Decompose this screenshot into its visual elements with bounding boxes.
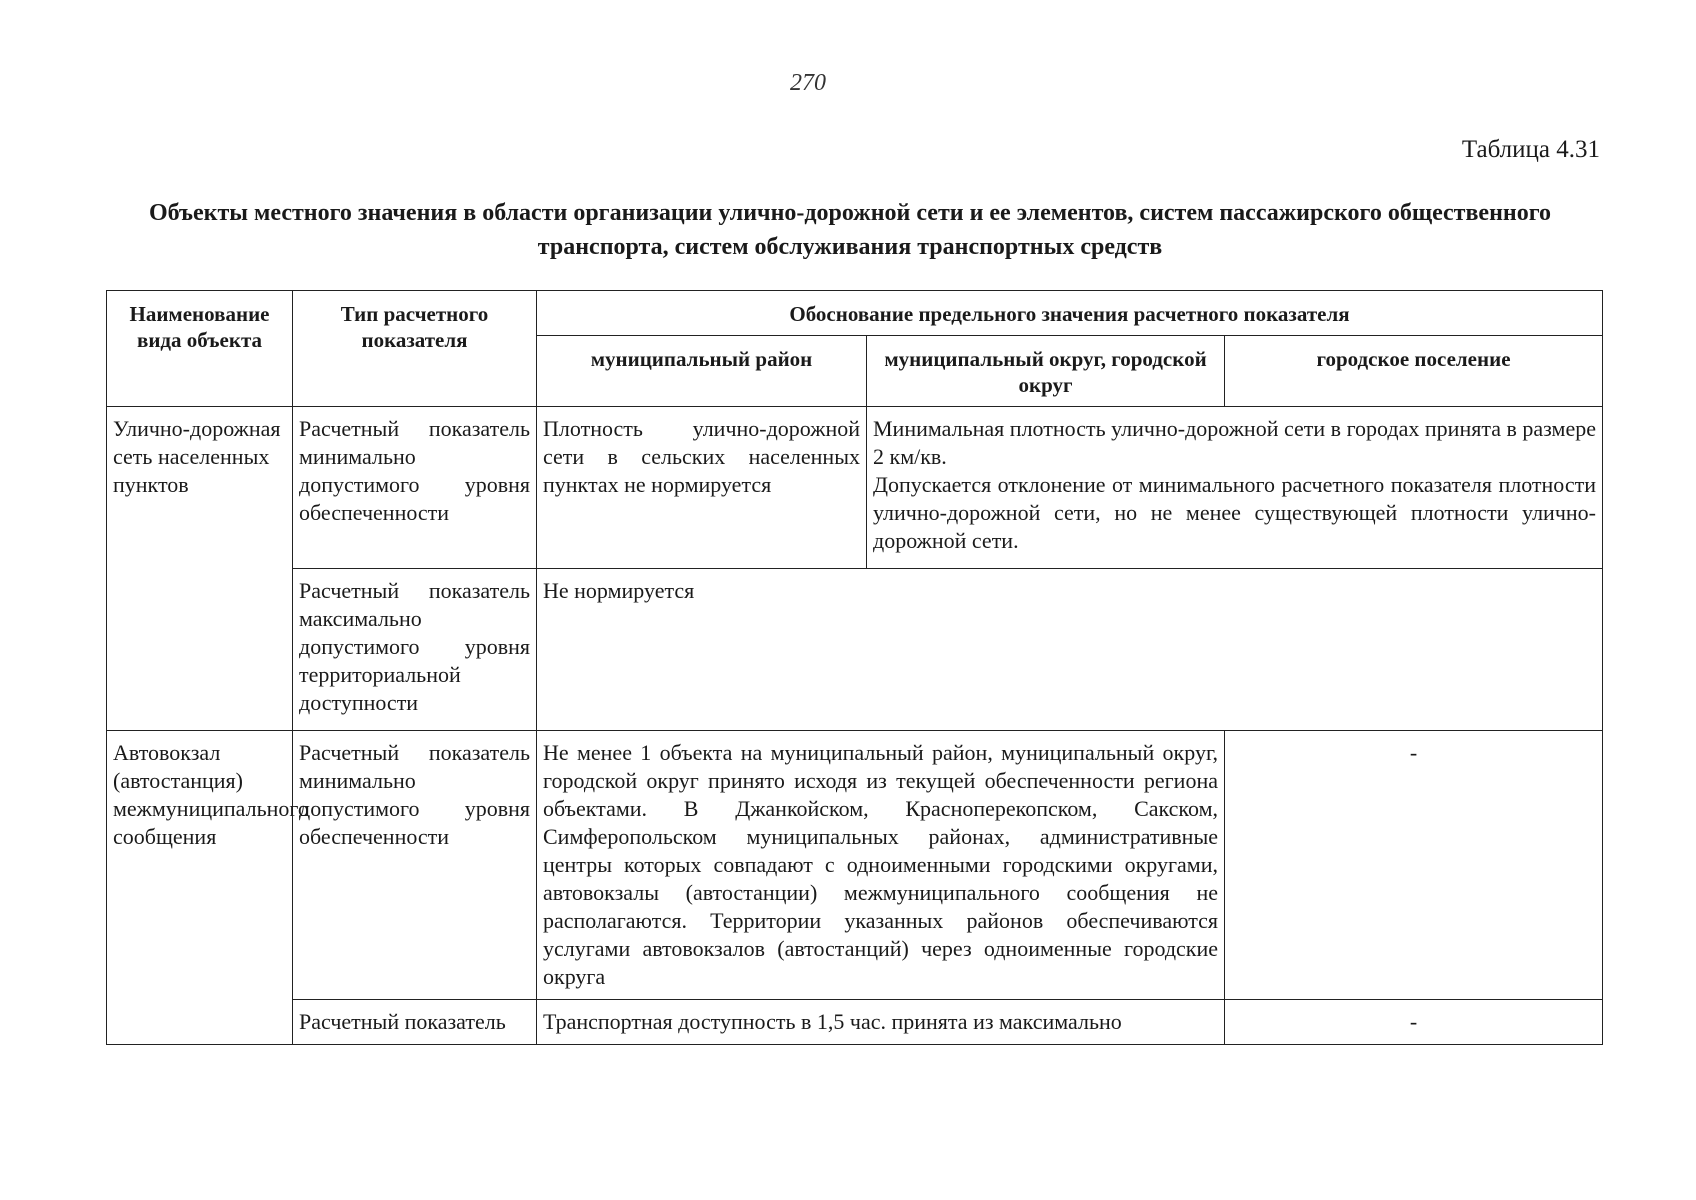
- table-row: [107, 731, 1603, 1000]
- settlement-value-cell: -: [1225, 731, 1603, 1000]
- indicator-type-cell: Расчетный показатель минимально допустимого уровня обеспеченности: [293, 731, 537, 1000]
- indicator-type-cell: Расчетный показатель минимально допустимого уровня обеспеченности: [293, 407, 537, 569]
- header-row-1: [107, 291, 1603, 336]
- district-value-cell: Плотность улично-дорожной сети в сельских населенных пунктах не нормируется: [537, 407, 867, 569]
- object-name-cell: Автовокзал (автостанция) межмуниципального сообщения: [107, 731, 293, 1045]
- header-justification: Обоснование предельного значения расчетного показателя: [537, 291, 1603, 336]
- district-okrug-value-cell: Не менее 1 объекта на муниципальный район, муниципальный округ, городской округ принято исходя из текущей обеспеченности региона объектами. В Джанкойском, Красноперекопском, Сакском, Симферопольском муниципальных районах, административные центры которых совпадают с одноименными городскими округами, автовокзалы (автостанции) межмуниципального сообщения не располагаются. Территории указанных районов обеспечиваются услугами автовокзалов (автостанций) через одноименные городские округа: [537, 731, 1225, 1000]
- district-okrug-value-cell: Транспортная доступность в 1,5 час. принята из максимально: [537, 1000, 1225, 1045]
- okrug-settlement-text-2: Допускается отклонение от минимального расчетного показателя плотности улично-дорожной сети, но не менее существующей плотности улично-дорожной сети.: [873, 472, 1596, 553]
- okrug-settlement-text-1: Минимальная плотность улично-дорожной сети в городах принята в размере 2 км/кв.: [873, 416, 1596, 469]
- all-columns-value-cell: Не нормируется: [537, 569, 1603, 731]
- document-title: Объекты местного значения в области организации улично-дорожной сети и ее элементов, систем пассажирского общественного транспорта, систем обслуживания транспортных средств: [148, 200, 1552, 260]
- indicator-type-cell: Расчетный показатель максимально допустимого уровня территориальной доступности: [293, 569, 537, 731]
- header-municipal-okrug: муниципальный округ, городской округ: [867, 336, 1225, 407]
- settlement-value-cell: -: [1225, 1000, 1603, 1045]
- table-label: Таблица 4.31: [1461, 136, 1600, 163]
- header-urban-settlement: городское поселение: [1225, 336, 1603, 407]
- header-municipal-district: муниципальный район: [537, 336, 867, 407]
- table-row: [107, 407, 1603, 569]
- table-row: [107, 1000, 1603, 1045]
- okrug-settlement-value-cell: [867, 407, 1603, 569]
- page-number: 270: [790, 70, 826, 96]
- header-indicator-type: Тип расчетного показателя: [293, 291, 537, 407]
- indicator-type-cell: Расчетный показатель: [293, 1000, 537, 1045]
- table-row: [107, 569, 1603, 731]
- object-name-cell: Улично-дорожная сеть населенных пунктов: [107, 407, 293, 731]
- standards-table: [106, 290, 1603, 1045]
- header-object-name: Наименование вида объекта: [107, 291, 293, 407]
